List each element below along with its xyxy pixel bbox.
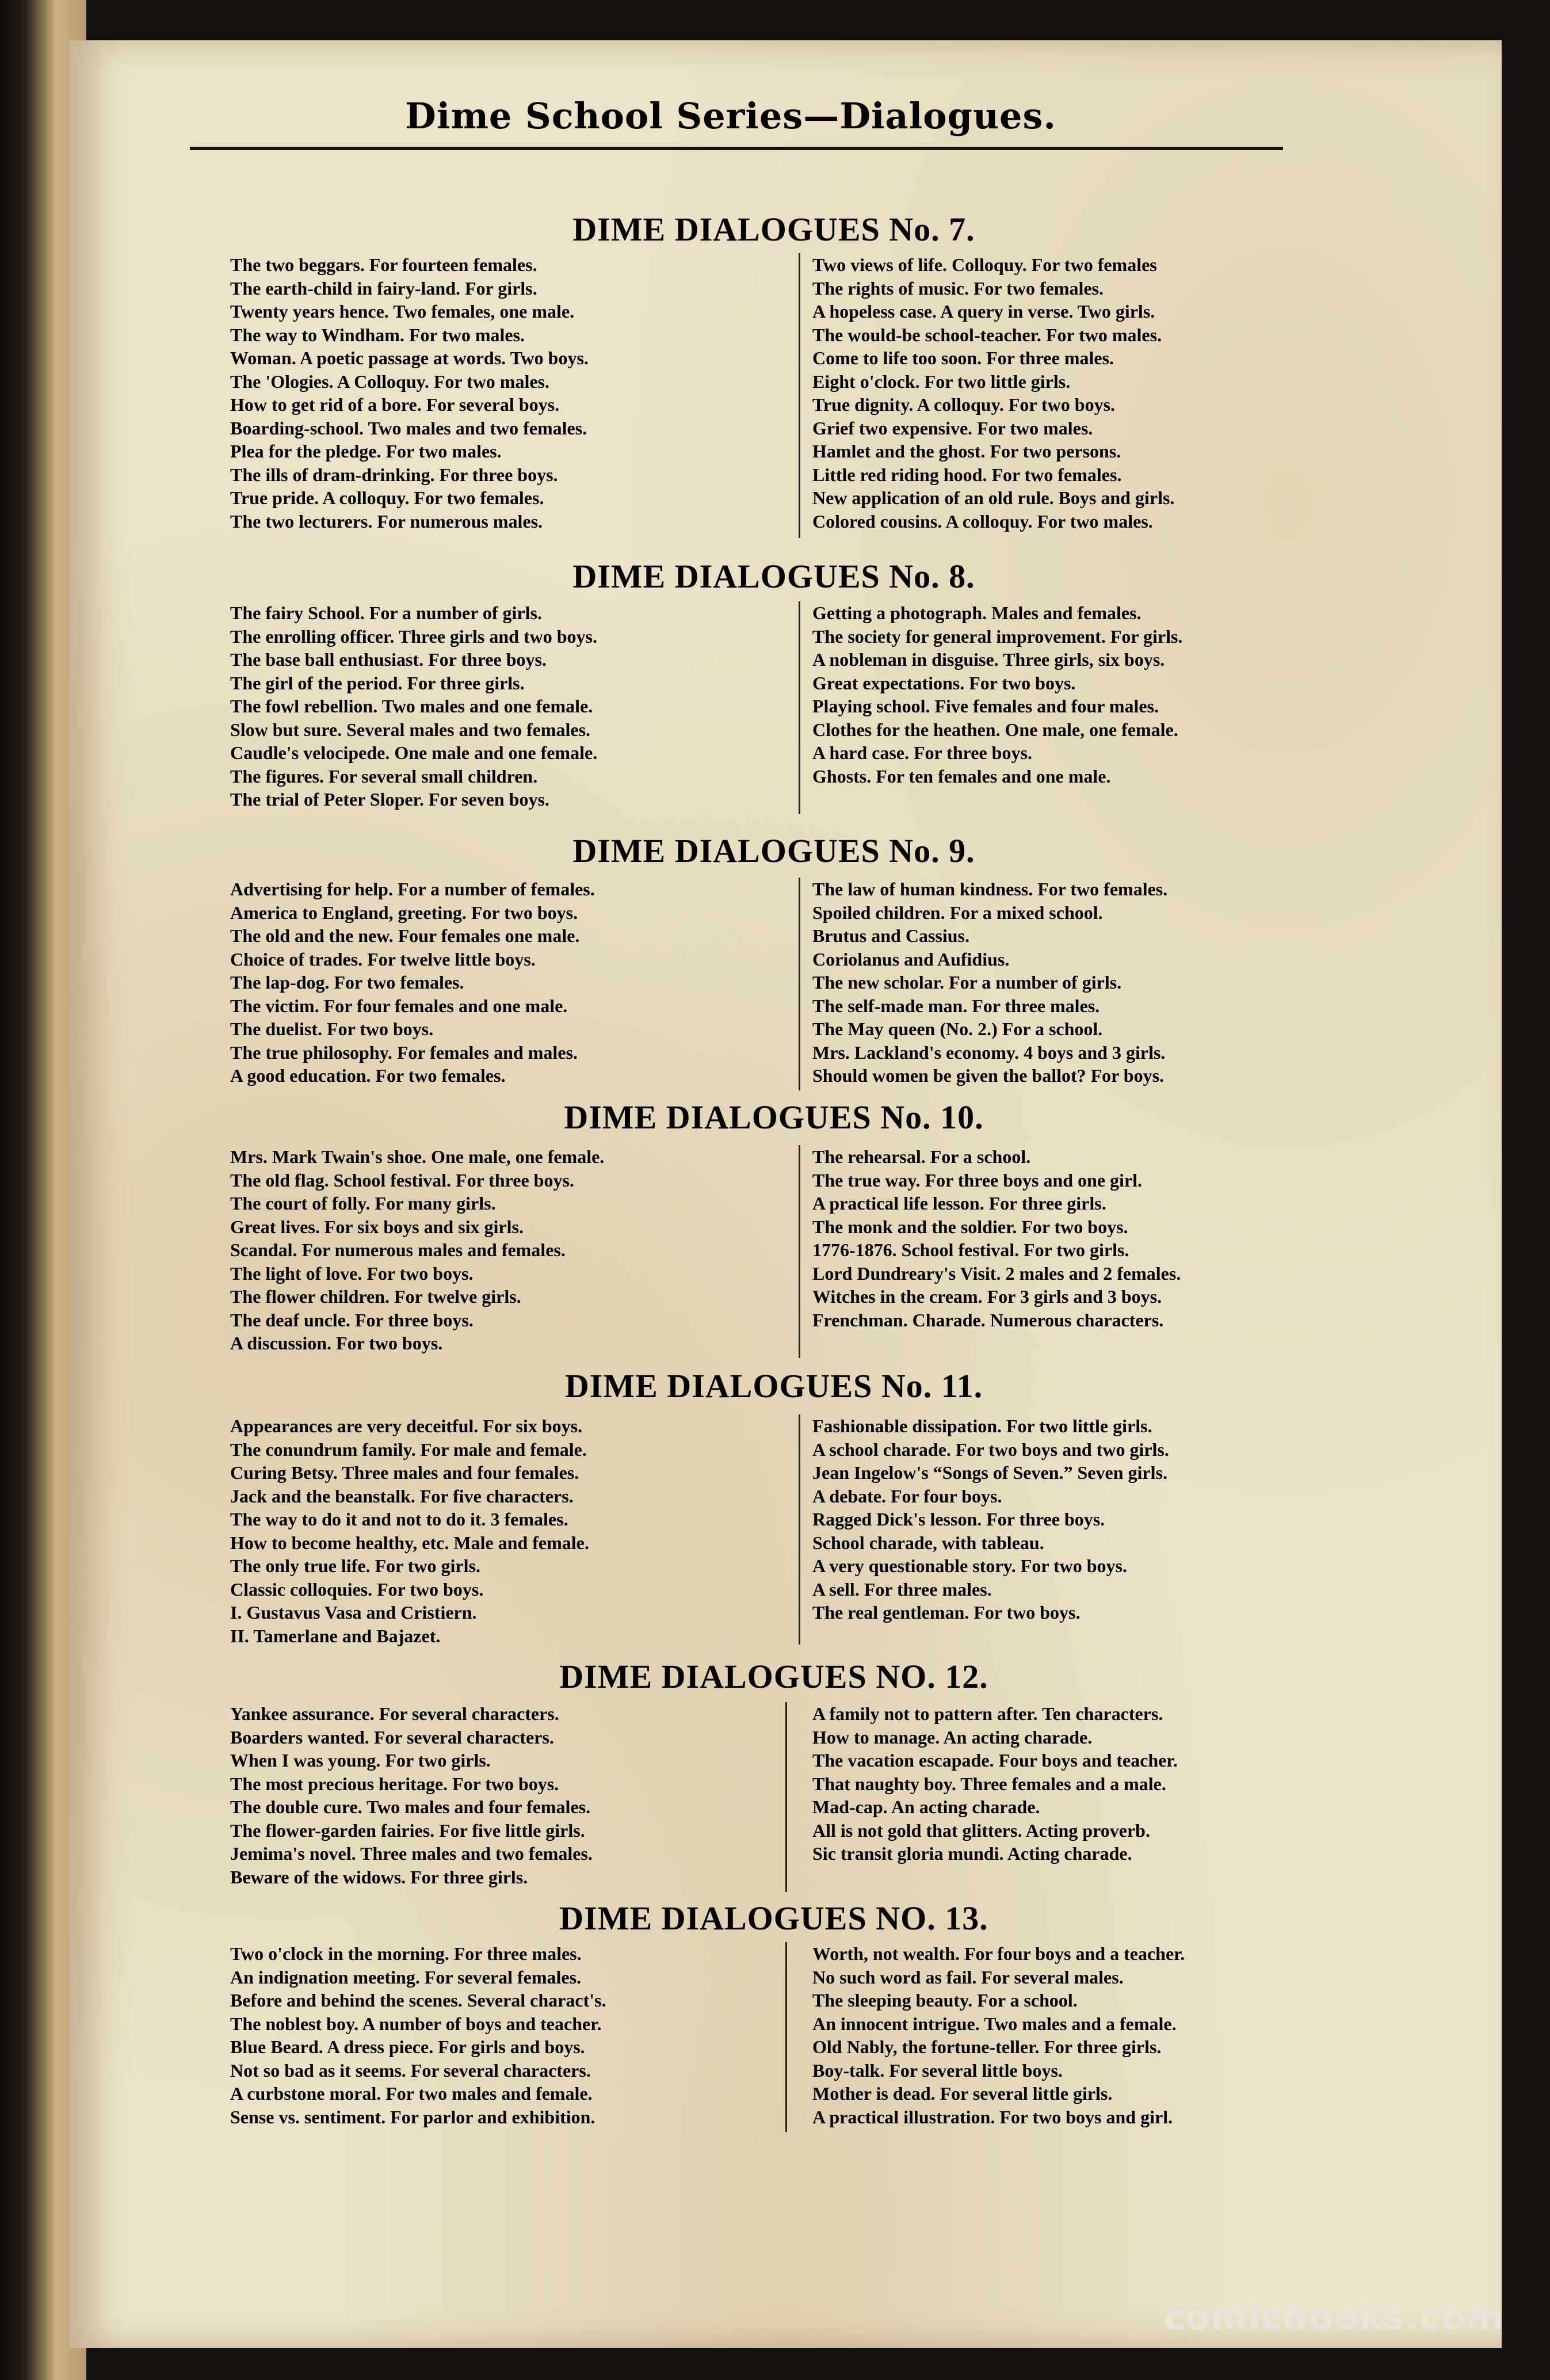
dialogue-entry: Brutus and Cassius. — [812, 925, 969, 946]
dialogue-entry: The old flag. School festival. For three boys. — [230, 1169, 574, 1191]
dialogue-entry: Should women be given the ballot? For boys. — [812, 1065, 1165, 1086]
dialogue-entry: An innocent intrigue. Two males and a female. — [812, 2013, 1177, 2034]
column-divider — [785, 1942, 787, 2132]
dialogue-entry: Appearances are very deceitful. For six boys. — [230, 1416, 583, 1436]
dialogue-entry: Advertising for help. For a number of females. — [230, 879, 595, 899]
dialogue-entry: The self-made man. For three males. — [812, 995, 1100, 1016]
dialogue-entry: Yankee assurance. For several characters. — [230, 1703, 559, 1724]
dialogue-entry: A debate. For four boys. — [812, 1485, 1002, 1506]
dialogue-entry: True dignity. A colloquy. For two boys. — [812, 394, 1116, 415]
dialogue-entry: The lap-dog. For two females. — [230, 972, 464, 993]
dialogue-entry: That naughty boy. Three females and a male. — [812, 1773, 1166, 1794]
dialogue-entry: Sense vs. sentiment. For parlor and exhibition. — [230, 2106, 595, 2127]
dialogue-entry: Getting a photograph. Males and females. — [812, 602, 1141, 623]
dialogue-entry: The old and the new. Four females one male. — [230, 925, 580, 946]
dialogue-list-left — [230, 878, 794, 1088]
dialogue-entry: New application of an old rule. Boys and girls. — [812, 487, 1175, 508]
dialogue-entry: Boy-talk. For several little boys. — [812, 2059, 1063, 2081]
dialogue-entry: 1776-1876. School festival. For two girls. — [812, 1239, 1129, 1260]
dialogue-entry: No such word as fail. For several males. — [812, 1966, 1124, 1988]
dialogue-entry: Coriolanus and Aufidius. — [812, 948, 1010, 970]
dialogue-entry: I. Gustavus Vasa and Cristiern. — [230, 1602, 477, 1623]
dialogue-entry: The real gentleman. For two boys. — [812, 1602, 1081, 1623]
section-title: DIME DIALOGUES NO. 13. — [559, 1900, 988, 1937]
dialogue-entry: Beware of the widows. For three girls. — [230, 1866, 528, 1887]
dialogue-entry: Sic transit gloria mundi. Acting charade. — [812, 1843, 1132, 1864]
dialogue-entry: Ragged Dick's lesson. For three boys. — [812, 1509, 1105, 1530]
dialogue-entry: The light of love. For two boys. — [230, 1263, 474, 1284]
dialogue-entry: Woman. A poetic passage at words. Two boys. — [230, 348, 589, 368]
dialogue-entry: Spoiled children. For a mixed school. — [812, 902, 1103, 923]
dialogue-entry: Choice of trades. For twelve little boys. — [230, 948, 536, 970]
dialogue-entry: Slow but sure. Several males and two females. — [230, 719, 591, 740]
dialogue-entry: The sleeping beauty. For a school. — [812, 1990, 1078, 2011]
dialogue-entry: The girl of the period. For three girls. — [230, 672, 525, 693]
dialogue-entry: A practical life lesson. For three girls. — [812, 1193, 1106, 1214]
dialogue-entry: Frenchman. Charade. Numerous characters. — [812, 1309, 1164, 1330]
dialogue-entry: Boarders wanted. For several characters. — [230, 1726, 554, 1748]
dialogue-entry: The conundrum family. For male and female. — [230, 1439, 587, 1460]
dialogue-entry: A practical illustration. For two boys and girl. — [812, 2106, 1173, 2127]
dialogue-entry: A good education. For two females. — [230, 1065, 506, 1086]
watermark-text: comicbooks.com — [1163, 2296, 1504, 2338]
section-title: DIME DIALOGUES No. 9. — [572, 832, 975, 869]
dialogue-entry: A nobleman in disguise. Three girls, six boys. — [812, 649, 1165, 670]
dialogue-list-left — [230, 1145, 794, 1355]
dialogue-entry: Colored cousins. A colloquy. For two males. — [812, 510, 1153, 532]
column-divider — [799, 601, 800, 814]
dialogue-entry: When I was young. For two girls. — [230, 1750, 491, 1771]
dialogue-entry: A discussion. For two boys. — [230, 1333, 443, 1353]
dialogue-entry: The rehearsal. For a school. — [812, 1146, 1031, 1167]
dialogue-list-left — [230, 1414, 794, 1647]
section-title: DIME DIALOGUES No. 11. — [564, 1367, 983, 1405]
section-title: DIME DIALOGUES No. 7. — [572, 211, 975, 248]
dialogue-entry: How to manage. An acting charade. — [812, 1726, 1093, 1748]
dialogue-entry: Hamlet and the ghost. For two persons. — [812, 441, 1121, 461]
dialogue-entry: Playing school. Five females and four males. — [812, 696, 1159, 716]
dialogue-list-right — [812, 601, 1388, 788]
dialogue-entry: True pride. A colloquy. For two females. — [230, 487, 544, 508]
dialogue-entry: How to become healthy, etc. Male and female. — [230, 1532, 589, 1553]
dialogue-entry: Little red riding hood. For two females. — [812, 464, 1122, 485]
column-divider — [799, 1145, 800, 1358]
dialogue-entry: The double cure. Two males and four females. — [230, 1797, 591, 1817]
dialogue-entry: II. Tamerlane and Bajazet. — [230, 1625, 441, 1646]
column-divider — [799, 253, 800, 538]
dialogue-entry: Not so bad as it seems. For several characters. — [230, 2059, 591, 2081]
dialogue-entry: Jemima's novel. Three males and two females. — [230, 1843, 593, 1864]
dialogue-list-left — [230, 1942, 794, 2129]
dialogue-entry: The flower children. For twelve girls. — [230, 1286, 521, 1307]
dialogue-entry: Jean Ingelow's “Songs of Seven.” Seven girls. — [812, 1462, 1167, 1483]
dialogue-list-left — [230, 253, 794, 533]
dialogue-entry: A hard case. For three boys. — [812, 742, 1032, 763]
dialogue-entry: The society for general improvement. For girls. — [812, 625, 1183, 647]
dialogue-entry: The deaf uncle. For three boys. — [230, 1309, 474, 1330]
dialogue-entry: How to get rid of a bore. For several boys. — [230, 394, 560, 415]
dialogue-entry: The victim. For four females and one male. — [230, 995, 568, 1016]
dialogue-entry: The rights of music. For two females. — [812, 277, 1104, 299]
dialogue-entry: Old Nably, the fortune-teller. For three girls. — [812, 2036, 1162, 2057]
dialogue-entry: The figures. For several small children. — [230, 765, 538, 787]
dialogue-entry: Curing Betsy. Three males and four females. — [230, 1462, 579, 1483]
dialogue-entry: An indignation meeting. For several females. — [230, 1966, 582, 1988]
dialogue-entry: Two o'clock in the morning. For three males. — [230, 1943, 582, 1964]
section-title: DIME DIALOGUES No. 10. — [564, 1099, 984, 1136]
dialogue-entry: America to England, greeting. For two boys. — [230, 902, 578, 923]
dialogue-entry: The trial of Peter Sloper. For seven boys. — [230, 789, 549, 810]
dialogue-entry: The new scholar. For a number of girls. — [812, 972, 1122, 993]
dialogue-entry: A hopeless case. A query in verse. Two girls. — [812, 301, 1155, 322]
dialogue-entry: The vacation escapade. Four boys and teacher. — [812, 1750, 1178, 1771]
dialogue-entry: The court of folly. For many girls. — [230, 1193, 496, 1214]
dialogue-entry: A school charade. For two boys and two girls. — [812, 1439, 1169, 1460]
dialogue-entry: Fashionable dissipation. For two little girls. — [812, 1416, 1152, 1436]
dialogue-entry: Twenty years hence. Two females, one male. — [230, 301, 575, 322]
dialogue-entry: The most precious heritage. For two boys. — [230, 1773, 559, 1794]
dialogue-entry: Mrs. Mark Twain's shoe. One male, one female. — [230, 1146, 605, 1167]
dialogue-entry: Mad-cap. An acting charade. — [812, 1797, 1040, 1817]
dialogue-entry: Eight o'clock. For two little girls. — [812, 371, 1071, 392]
dialogue-entry: A curbstone moral. For two males and female. — [230, 2083, 593, 2104]
dialogue-entry: Worth, not wealth. For four boys and a teacher. — [812, 1943, 1185, 1964]
section-title: DIME DIALOGUES NO. 12. — [559, 1658, 988, 1695]
dialogue-entry: The enrolling officer. Three girls and two boys. — [230, 625, 597, 647]
section-title: DIME DIALOGUES No. 8. — [572, 558, 975, 595]
dialogue-entry: The base ball enthusiast. For three boys. — [230, 649, 547, 670]
dialogue-entry: Boarding-school. Two males and two females. — [230, 417, 587, 438]
dialogue-entry: Ghosts. For ten females and one male. — [812, 765, 1111, 787]
dialogue-entry: Scandal. For numerous males and females. — [230, 1239, 566, 1260]
dialogue-list-left — [230, 601, 794, 811]
dialogue-entry: Come to life too soon. For three males. — [812, 348, 1114, 368]
dialogue-entry: The earth-child in fairy-land. For girls. — [230, 277, 537, 299]
dialogue-entry: The noblest boy. A number of boys and teacher. — [230, 2013, 602, 2034]
dialogue-list-right — [812, 1942, 1388, 2129]
dialogue-entry: The two lecturers. For numerous males. — [230, 510, 543, 532]
dialogue-list-right — [812, 878, 1388, 1088]
dialogue-entry: The two beggars. For fourteen females. — [230, 254, 537, 275]
dialogue-entry: The only true life. For two girls. — [230, 1555, 480, 1576]
dialogue-entry: The fairy School. For a number of girls. — [230, 602, 542, 623]
dialogue-entry: Plea for the pledge. For two males. — [230, 441, 502, 461]
dialogue-entry: The true way. For three boys and one girl. — [812, 1169, 1143, 1191]
dialogue-entry: The flower-garden fairies. For five little girls. — [230, 1820, 585, 1841]
dialogue-entry: Mrs. Lackland's economy. 4 boys and 3 girls. — [812, 1042, 1166, 1063]
dialogue-entry: Blue Beard. A dress piece. For girls and boys. — [230, 2036, 585, 2057]
dialogue-entry: The 'Ologies. A Colloquy. For two males. — [230, 371, 549, 392]
dialogue-entry: Grief two expensive. For two males. — [812, 417, 1093, 438]
dialogue-entry: Great expectations. For two boys. — [812, 672, 1076, 693]
dialogue-entry: Before and behind the scenes. Several charact's. — [230, 1990, 606, 2011]
column-divider — [799, 1414, 800, 1645]
dialogue-entry: Classic colloquies. For two boys. — [230, 1578, 484, 1600]
dialogue-entry: A very questionable story. For two boys. — [812, 1555, 1127, 1576]
dialogue-entry: School charade, with tableau. — [812, 1532, 1044, 1553]
dialogue-entry: All is not gold that glitters. Acting proverb. — [812, 1820, 1150, 1841]
column-divider — [785, 1702, 787, 1892]
dialogue-entry: The ills of dram-drinking. For three boys. — [230, 464, 558, 485]
dialogue-entry: A sell. For three males. — [812, 1578, 992, 1600]
dialogue-entry: Jack and the beanstalk. For five characters. — [230, 1485, 574, 1506]
dialogue-entry: The May queen (No. 2.) For a school. — [812, 1019, 1103, 1039]
dialogue-entry: The fowl rebellion. Two males and one female. — [230, 696, 593, 716]
dialogue-list-right — [812, 1145, 1388, 1332]
dialogue-list-right — [812, 1702, 1388, 1866]
dialogue-entry: The law of human kindness. For two females. — [812, 879, 1168, 899]
column-divider — [799, 878, 800, 1090]
dialogue-entry: Two views of life. Colloquy. For two females — [812, 254, 1157, 275]
dialogue-entry: The way to Windham. For two males. — [230, 324, 525, 345]
dialogue-list-right — [812, 253, 1388, 533]
dialogue-entry: The way to do it and not to do it. 3 females. — [230, 1509, 568, 1530]
dialogue-entry: The would-be school-teacher. For two males. — [812, 324, 1162, 345]
header-rule — [190, 147, 1283, 150]
dialogue-entry: A family not to pattern after. Ten characters. — [812, 1703, 1163, 1724]
dialogue-entry: The true philosophy. For females and males. — [230, 1042, 578, 1063]
dialogue-list-left — [230, 1702, 794, 1889]
dialogue-entry: Mother is dead. For several little girls. — [812, 2083, 1113, 2104]
dialogue-entry: Lord Dundreary's Visit. 2 males and 2 females. — [812, 1263, 1181, 1284]
dialogue-entry: Witches in the cream. For 3 girls and 3 boys. — [812, 1286, 1162, 1307]
page-header: Dime School Series—Dialogues. — [405, 95, 1056, 137]
dialogue-entry: The duelist. For two boys. — [230, 1019, 434, 1039]
dialogue-entry: Clothes for the heathen. One male, one female. — [812, 719, 1178, 740]
dialogue-entry: Caudle's velocipede. One male and one female. — [230, 742, 598, 763]
dialogue-entry: The monk and the soldier. For two boys. — [812, 1216, 1128, 1237]
dialogue-entry: Great lives. For six boys and six girls. — [230, 1216, 524, 1237]
dialogue-list-right — [812, 1414, 1388, 1624]
